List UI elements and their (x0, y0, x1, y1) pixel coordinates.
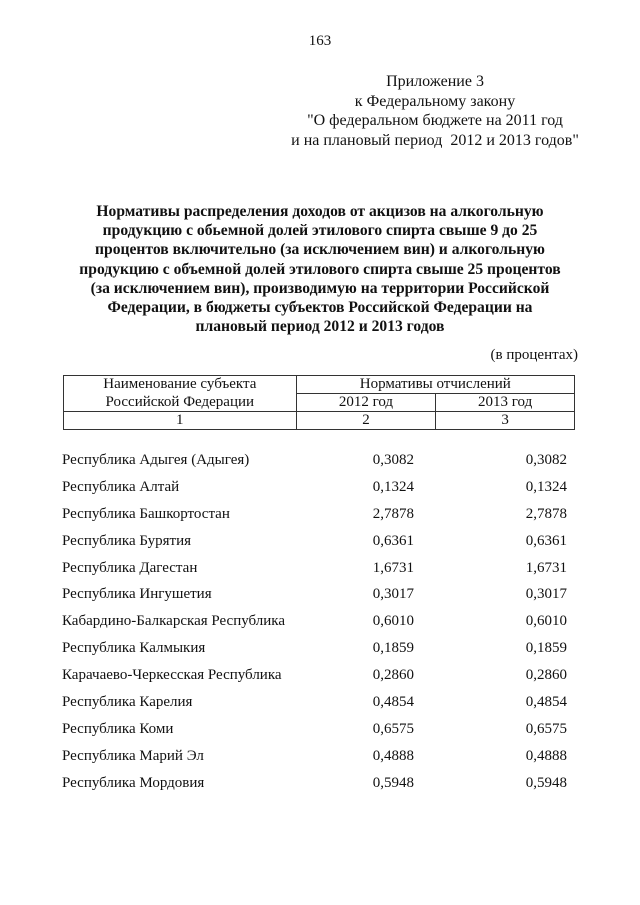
subject-name: Республика Калмыкия (62, 640, 206, 657)
appendix-reference (260, 72, 610, 150)
table-row (0, 613, 640, 640)
value-2013: 0,1324 (525, 478, 567, 495)
table-row (0, 560, 640, 587)
subject-name: Республика Бурятия (62, 532, 192, 549)
value-2013: 0,3017 (525, 586, 567, 603)
value-2012: 0,3017 (372, 586, 414, 603)
page-number: 163 (308, 33, 332, 49)
appendix-line: "О федеральном бюджете на 2011 год (307, 112, 563, 129)
subject-name: Карачаево-Черкесская Республика (62, 667, 282, 684)
title-line: Нормативы распределения доходов от акцизов на алкогольную (96, 203, 544, 220)
value-2012: 2,7878 (372, 505, 414, 522)
value-2013: 2,7878 (525, 505, 567, 522)
subject-name: Республика Дагестан (62, 559, 198, 576)
header-group: Нормативы отчислений (296, 376, 574, 394)
table-header (63, 375, 575, 430)
title-line: продукцию с объемной долей этилового спирта свыше 25 процентов (79, 260, 561, 278)
table-body (0, 452, 640, 802)
value-2013: 0,6575 (525, 720, 567, 737)
value-2012: 0,6361 (372, 532, 414, 549)
value-2013: 0,3082 (525, 452, 567, 468)
units-note: (в процентах) (490, 347, 578, 363)
title-line: (за исключением вин), производимую на территории Российской (90, 279, 550, 297)
table-row (0, 640, 640, 667)
title-line: плановый период 2012 и 2013 годов (195, 318, 445, 336)
header-col-number: 2 (296, 412, 436, 430)
value-2013: 0,1859 (525, 640, 567, 657)
subject-name: Республика Мордовия (62, 774, 205, 791)
title-line: продукцию с обьемной долей этилового спирта свыше 9 до 25 (102, 222, 538, 240)
value-2013: 0,2860 (525, 667, 567, 684)
value-2013: 0,6361 (525, 532, 567, 549)
subject-name: Республика Ингушетия (62, 586, 212, 603)
table-row (0, 694, 640, 721)
value-2012: 0,6575 (372, 720, 414, 737)
appendix-line: к Федеральному закону (354, 92, 516, 110)
value-2012: 0,6010 (372, 613, 414, 630)
header-subject-line1: Наименование субъекта (64, 376, 297, 394)
header-year-2013: 2013 год (436, 394, 575, 412)
header-col-number: 1 (64, 412, 297, 430)
value-2012: 0,4854 (372, 694, 414, 711)
subject-name: Кабардино-Балкарская Республика (62, 613, 286, 630)
value-2012: 0,1324 (372, 478, 414, 495)
header-col-number: 3 (436, 412, 575, 430)
title-line: процентов включительно (за исключением вин) и алкогольную (95, 241, 545, 259)
subject-name: Республика Башкортостан (62, 505, 230, 522)
document-title (50, 202, 590, 336)
value-2012: 0,5948 (372, 774, 414, 791)
value-2013: 0,4888 (525, 747, 567, 764)
value-2013: 0,5948 (525, 774, 567, 791)
header-subject-line2: Российской Федерации (64, 394, 297, 412)
table-row (0, 533, 640, 560)
value-2012: 1,6731 (372, 559, 414, 576)
table-row (0, 586, 640, 613)
subject-name: Республика Адыгея (Адыгея) (62, 452, 250, 468)
table-row (0, 775, 640, 802)
table-row (0, 452, 640, 479)
subject-name: Республика Алтай (62, 478, 180, 495)
table-row (0, 506, 640, 533)
value-2012: 0,3082 (372, 452, 414, 468)
subject-name: Республика Карелия (62, 694, 193, 711)
table-row (0, 667, 640, 694)
subject-name: Республика Марий Эл (62, 747, 204, 764)
table-row (0, 748, 640, 775)
appendix-line: и на плановый период 2012 и 2013 годов" (291, 131, 579, 149)
title-line: Федерации, в бюджеты субъектов Российской Федерации на (107, 299, 533, 317)
value-2012: 0,1859 (372, 640, 414, 657)
header-year-2012: 2012 год (296, 394, 436, 412)
value-2012: 0,2860 (372, 667, 414, 684)
value-2013: 0,4854 (525, 694, 567, 711)
table-row (0, 479, 640, 506)
subject-name: Республика Коми (62, 720, 174, 737)
value-2012: 0,4888 (372, 747, 414, 764)
value-2013: 0,6010 (525, 613, 567, 630)
value-2013: 1,6731 (525, 559, 567, 576)
appendix-line: Приложение 3 (386, 73, 484, 90)
table-row (0, 721, 640, 748)
